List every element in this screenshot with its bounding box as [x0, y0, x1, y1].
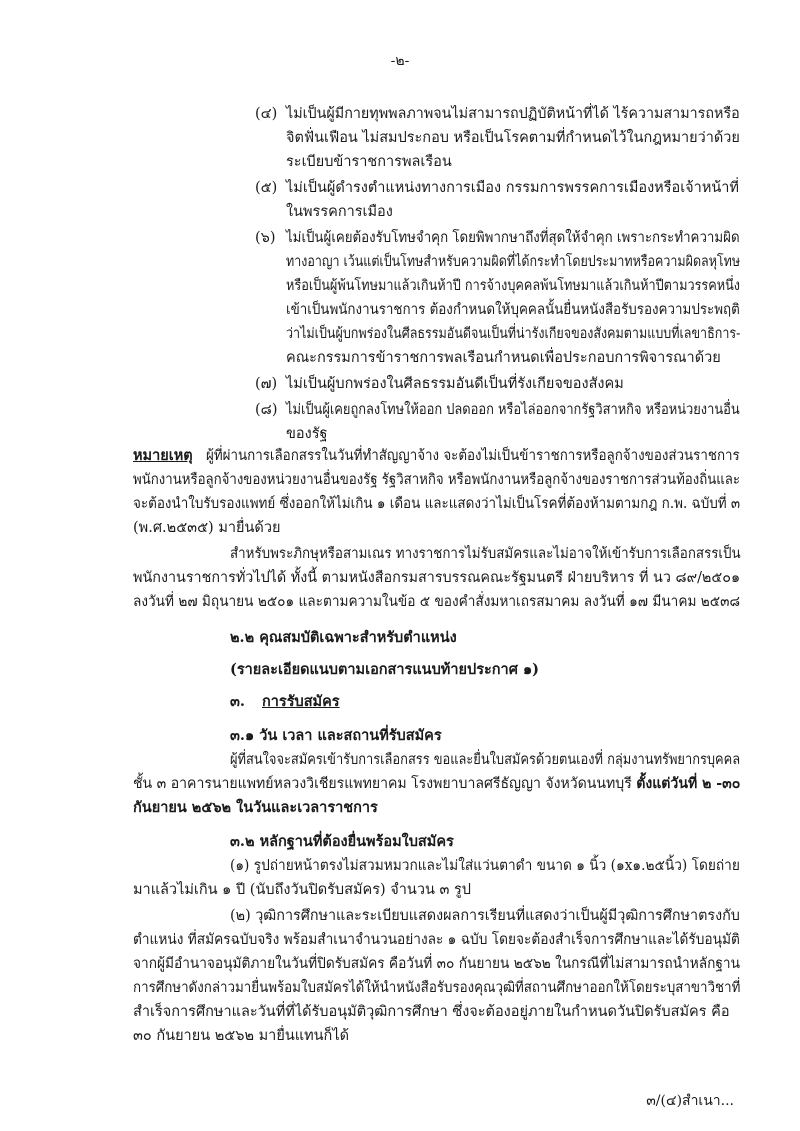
section-2-2-detail: (รายละเอียดแนบตามเอกสารแนบท้ายประกาศ ๑): [230, 661, 540, 678]
section-3-2-item-1-line-1: (๑) รูปถ่ายหน้าตรงไม่สวมหมวกและไม่ใส่แว่นตาดำ ขนาด ๑ นิ้ว (๑x๑.๒๕นิ้ว) โดยถ่าย: [230, 858, 740, 874]
item-7-line-1: ไม่เป็นผู้บกพร่องในศีลธรรมอันดีเป็นที่รังเกียจของสังคม: [286, 376, 624, 392]
section-3-1-line-2: [133, 774, 740, 794]
section-3-2-heading: ๓.๒ หลักฐานที่ต้องยื่นพร้อมใบสมัคร: [230, 833, 454, 850]
monks-line-3: ลงวันที่ ๒๗ มิถุนายน ๒๕๐๑ และตามความในข้อ ๕ ของคำสั่งมหาเถรสมาคม ลงวันที่ ๑๗ มีนาคม ๒๕๓๘: [133, 594, 740, 610]
item-6-line-1: ไม่เป็นผู้เคยต้องรับโทษจำคุก โดยพิพากษาถึงที่สุดให้จำคุก เพราะกระทำความผิด: [286, 230, 740, 246]
item-5-line-2: ในพรรคการเมือง: [286, 204, 393, 220]
item-7-number: (๗): [255, 376, 278, 392]
section-3-2-item-2-line-2: ตำแหน่ง ที่สมัครฉบับจริง พร้อมสำเนาจำนวนอย่างละ ๑ ฉบับ โดยจะต้องสำเร็จการศึกษาและได้รับอนุมัติ: [133, 932, 740, 948]
section-3-2-item-2-line-6: ๓๐ กันยายน ๒๕๖๒ มายื่นแทนก็ได้: [133, 1028, 350, 1044]
section-3-2-item-2-line-3: จากผู้มีอำนาจอนุมัติภายในวันที่ปิดรับสมัคร คือวันที่ ๓๐ กันยายน ๒๕๖๒ ในกรณีที่ไม่สามารถนำหลักฐาน: [133, 956, 740, 972]
section-3-1-heading: ๓.๑ วัน เวลา และสถานที่รับสมัคร: [230, 727, 442, 744]
section-3-1-line-2-text: ชั้น ๓ อาคารนายแพทย์หลวงวิเชียรแพทยาคม โรงพยาบาลศรีธัญญา จังหวัดนนทบุรี: [133, 776, 632, 792]
item-5-number: (๕): [255, 180, 278, 196]
item-6-line-5: ว่าไม่เป็นผู้บกพร่องในศีลธรรมอันดีจนเป็นที่น่ารังเกียจของสังคมตามแบบที่เลขาธิการ-: [286, 326, 741, 342]
item-8-line-1: ไม่เป็นผู้เคยถูกลงโทษให้ออก ปลดออก หรือไล่ออกจากรัฐวิสาหกิจ หรือหน่วยงานอื่น: [286, 402, 740, 418]
remark-line-1: ผู้ที่ผ่านการเลือกสรรในวันที่ทำสัญญาจ้าง จะต้องไม่เป็นข้าราชการหรือลูกจ้างของส่วนราชการ: [206, 448, 740, 464]
item-4-number: (๔): [255, 106, 278, 122]
monks-line-2: พนักงานราชการทั่วไปได้ ทั้งนี้ ตามหนังสือกรมสารบรรณคณะรัฐมนตรี ฝ่ายบริหาร ที่ นว ๘๙/๒๕๐๑: [133, 570, 741, 586]
section-3-1-line-1: ผู้ที่สนใจจะสมัครเข้ารับการเลือกสรร ขอและยื่นใบสมัครด้วยตนเองที่ กลุ่มงานทรัพยากรบุคคล: [230, 752, 741, 768]
item-4-line-3: ระเบียบข้าราชการพลเรือน: [286, 154, 452, 170]
item-6-line-2: ทางอาญา เว้นแต่เป็นโทษสำหรับความผิดที่ได้กระทำโดยประมาทหรือความผิดลหุโทษ: [286, 254, 741, 270]
continuation-reference: ๓/(๔)สำเนา...: [646, 1093, 734, 1109]
page-number: -๒-: [390, 53, 410, 69]
remark-label: หมายเหตุ: [133, 447, 193, 464]
section-3-heading: การรับสมัคร: [262, 693, 340, 710]
item-6-line-4: เข้าเป็นพนักงานราชการ ต้องกำหนดให้บุคคลนั้นยื่นหนังสือรับรองความประพฤติ: [286, 302, 740, 318]
remark-line-4: (พ.ศ.๒๕๓๕) มายื่นด้วย: [133, 520, 281, 536]
remark-line-3: จะต้องนำใบรับรองแพทย์ ซึ่งออกให้ไม่เกิน ๑ เดือน และแสดงว่าไม่เป็นโรคที่ต้องห้ามตามกฎ ก.พ. ฉบับที่ ๓: [133, 496, 741, 512]
item-8-line-2: ของรัฐ: [286, 426, 328, 442]
item-6-line-6: คณะกรรมการข้าราชการพลเรือนกำหนดเพื่อประกอบการพิจารณาด้วย: [286, 350, 721, 366]
item-6-line-3: หรือเป็นผู้พ้นโทษมาแล้วเกินห้าปี การจ้างบุคคลพ้นโทษมาแล้วเกินห้าปีตามวรรคหนึ่ง: [286, 278, 740, 294]
item-8-number: (๘): [255, 402, 278, 418]
section-3-2-item-2-line-4: การศึกษาดังกล่าวมายื่นพร้อมใบสมัครได้ให้นำหนังสือรับรองคุณวุฒิที่สถานศึกษาออกให้โดยระบุสาขาวิชาที่: [133, 980, 741, 996]
section-3-2-item-1-line-2: มาแล้วไม่เกิน ๑ ปี (นับถึงวันปิดรับสมัคร) จำนวน ๓ รูป: [133, 882, 471, 898]
item-6-number: (๖): [255, 230, 276, 246]
monks-line-1: สำหรับพระภิกษุหรือสามเณร ทางราชการไม่รับสมัครและไม่อาจให้เข้ารับการเลือกสรรเป็น: [230, 546, 741, 562]
item-5-line-1: ไม่เป็นผู้ดำรงตำแหน่งทางการเมือง กรรมการพรรคการเมืองหรือเจ้าหน้าที่: [286, 180, 739, 196]
section-3-2-item-2-line-5: สำเร็จการศึกษาและวันที่ที่ได้รับอนุมัติวุฒิการศึกษา ซึ่งจะต้องอยู่ภายในกำหนดวันปิดรับสมัคร คือ: [133, 1004, 730, 1020]
section-3-1-line-3: กันยายน ๒๕๖๒ ในวันและเวลาราชการ: [133, 799, 378, 816]
section-3-number: ๓.: [230, 693, 245, 710]
item-4-line-2: จิตฟั่นเฟือน ไม่สมประกอบ หรือเป็นโรคตามที่กำหนดไว้ในกฎหมายว่าด้วย: [286, 130, 740, 146]
remark-line-2: พนักงานหรือลูกจ้างของหน่วยงานอื่นของรัฐ รัฐวิสาหกิจ หรือพนักงานหรือลูกจ้างของราชการส่วนท้องถิ่นและ: [133, 472, 741, 488]
section-3-2-item-2-line-1: (๒) วุฒิการศึกษาและระเบียบแสดงผลการเรียนที่แสดงว่าเป็นผู้มีวุฒิการศึกษาตรงกับ: [230, 908, 740, 924]
section-2-2-heading: ๒.๒ คุณสมบัติเฉพาะสำหรับตำแหน่ง: [230, 629, 457, 646]
item-4-line-1: ไม่เป็นผู้มีกายทุพพลภาพจนไม่สามารถปฏิบัติหน้าที่ได้ ไร้ความสามารถหรือ: [286, 106, 740, 122]
section-3-1-date-range: ตั้งแต่วันที่ ๒ -๓๐: [636, 775, 741, 792]
